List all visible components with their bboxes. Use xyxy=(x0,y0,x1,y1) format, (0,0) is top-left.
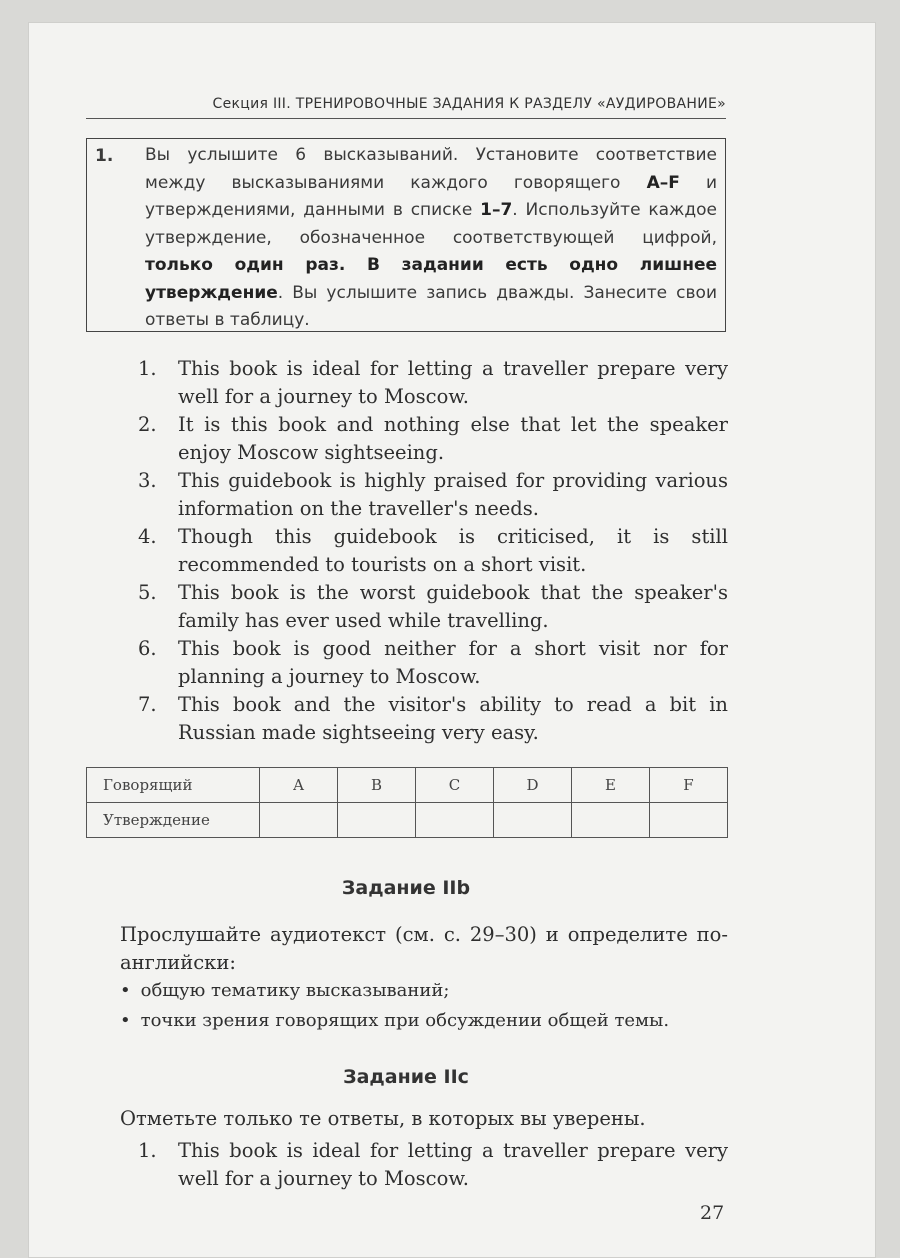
statement-item: 4. Though this guidebook is criticised, it is still recommended to tourists on a short visit. xyxy=(138,525,728,576)
row-label-statement: Утверждение xyxy=(87,803,260,838)
task-2c-list xyxy=(138,1137,728,1193)
speaker-cell: A xyxy=(260,768,338,803)
bullet-item: • общую тематику высказываний; xyxy=(120,976,730,1006)
answer-cell[interactable] xyxy=(494,803,572,838)
statement-item: 3. This guidebook is highly praised for providing various information on the traveller's needs. xyxy=(138,469,728,520)
speaker-cell: E xyxy=(572,768,650,803)
header-rule xyxy=(86,118,726,119)
task-2b-title: Задание IIb xyxy=(341,877,471,899)
statement-item: 2. It is this book and nothing else that let the speaker enjoy Moscow sightseeing. xyxy=(138,413,728,464)
page-number: 27 xyxy=(700,1202,725,1224)
task-instruction-box xyxy=(86,138,726,332)
answer-cell[interactable] xyxy=(338,803,416,838)
answer-cell[interactable] xyxy=(260,803,338,838)
bullet-item: • точки зрения говорящих при обсуждении общей темы. xyxy=(120,1006,730,1036)
speaker-cell: D xyxy=(494,768,572,803)
statement-item: 6. This book is good neither for a short visit nor for planning a journey to Moscow. xyxy=(138,637,728,688)
answer-cell[interactable] xyxy=(416,803,494,838)
statement-item: 1. This book is ideal for letting a traveller prepare very well for a journey to Moscow. xyxy=(138,357,728,408)
table-row-answers xyxy=(87,803,728,838)
speaker-cell: B xyxy=(338,768,416,803)
section-header: Секция III. ТРЕНИРОВОЧНЫЕ ЗАДАНИЯ К РАЗДЕЛУ «АУДИРОВАНИЕ» xyxy=(212,96,726,112)
speaker-cell: F xyxy=(650,768,728,803)
row-label-speaker: Говорящий xyxy=(87,768,260,803)
answer-cell[interactable] xyxy=(572,803,650,838)
answer-cell[interactable] xyxy=(650,803,728,838)
table-row-speakers xyxy=(87,768,728,803)
task-2c-title: Задание IIc xyxy=(343,1066,469,1088)
task-number: 1. xyxy=(95,146,114,166)
speaker-cell: C xyxy=(416,768,494,803)
answer-table xyxy=(86,767,728,838)
task-2b-bullets xyxy=(120,976,730,1036)
task-instruction-text: Вы услышите 6 высказываний. Установите соответствие между высказываниями каждого говорящего A–F и утверждениями, данными в списке 1–7. Используйте каждое утверждение, обозначенное соответствующей цифрой, только один раз. В задании есть одно лишнее утверждение. Вы услышите запись дважды. Занесите свои ответы в таблицу. xyxy=(145,145,718,330)
statement-item: 5. This book is the worst guidebook that the speaker's family has ever used while travelling. xyxy=(138,581,728,632)
statement-item: 1. This book is ideal for letting a traveller prepare very well for a journey to Moscow. xyxy=(138,1139,728,1190)
task-2c-text: Отметьте только те ответы, в которых вы уверены. xyxy=(120,1107,646,1130)
task-2b-text: Прослушайте аудиотекст (см. с. 29–30) и определите по-английски: xyxy=(120,923,728,974)
statement-list xyxy=(138,355,728,747)
statement-item: 7. This book and the visitor's ability to read a bit in Russian made sightseeing very easy. xyxy=(138,693,728,744)
